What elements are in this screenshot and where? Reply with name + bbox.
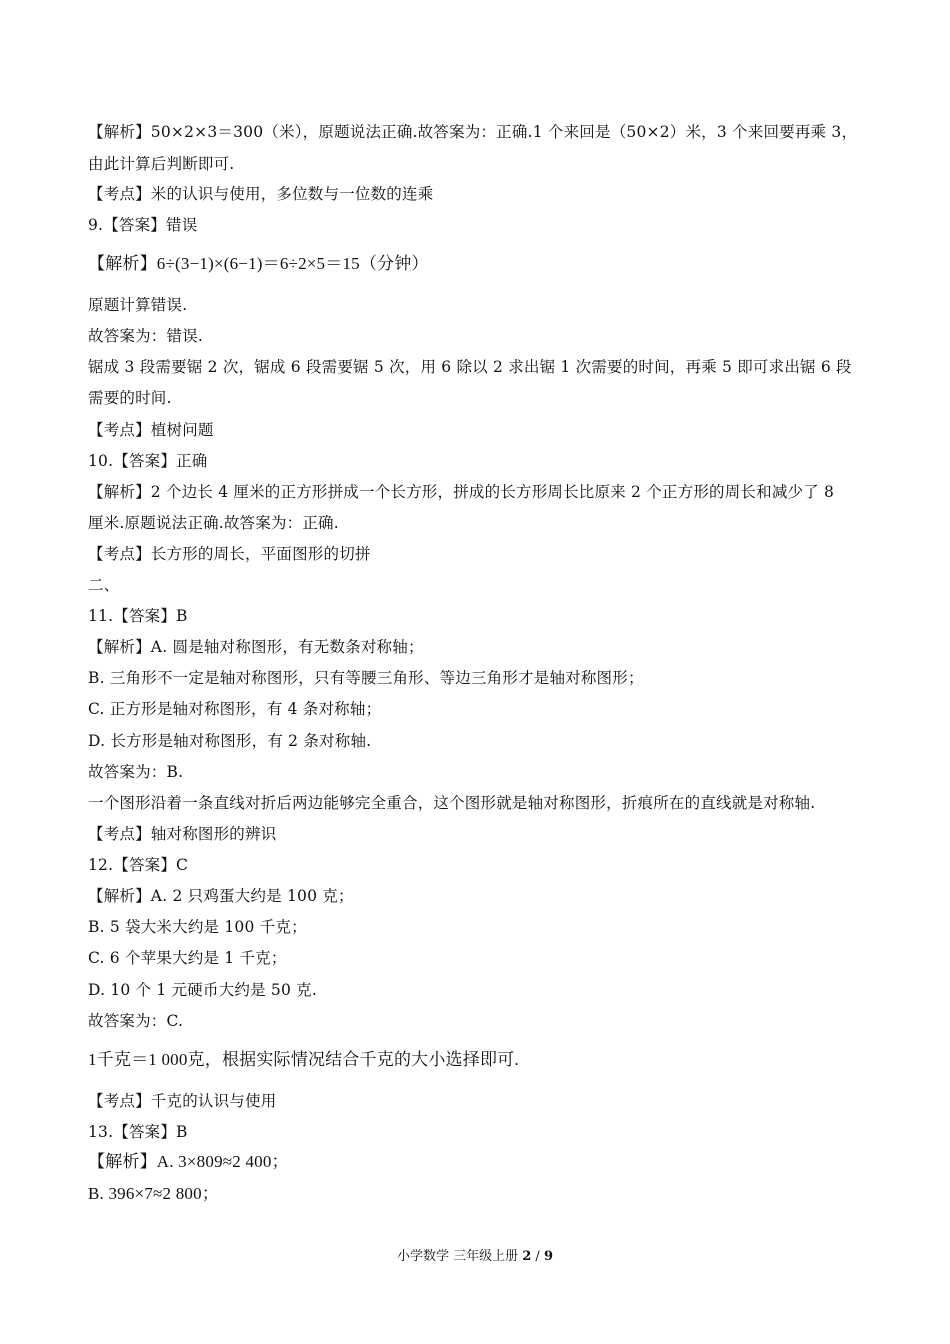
text-line: 【解析】50×2×3＝300（米），原题说法正确.故答案为：正确.1 个来回是（50×2）米，3 个来回要再乘 3， (88, 123, 858, 141)
answer-heading: 13.【答案】B (88, 1123, 188, 1141)
page-separator: / (531, 1249, 544, 1264)
text-line: D. 长方形是轴对称图形，有 2 条对称轴. (88, 732, 372, 750)
text-line: 一个图形沿着一条直线对折后两边能够完全重合，这个图形就是轴对称图形，折痕所在的直线就是对称轴. (88, 794, 816, 812)
text-line: 原题计算错误. (88, 296, 188, 314)
page-total: 9 (543, 1249, 553, 1264)
answer-heading: 9.【答案】错误 (88, 216, 198, 234)
text-line: 由此计算后判断即可. (88, 155, 235, 173)
formula-line: 【解析】A. 3×809≈2 400； (88, 1152, 289, 1171)
text-line: 【考点】长方形的周长，平面图形的切拼 (88, 545, 371, 563)
answer-heading: 10.【答案】正确 (88, 452, 208, 470)
text-line: 锯成 3 段需要锯 2 次，锯成 6 段需要锯 5 次，用 6 除以 2 求出锯 1 次需要的时间，再乘 5 即可求出锯 6 段 (88, 358, 852, 376)
text-line: B. 三角形不一定是轴对称图形，只有等腰三角形、等边三角形才是轴对称图形； (88, 669, 644, 687)
text-line: C. 6 个苹果大约是 1 千克； (88, 949, 287, 967)
page-footer (0, 1248, 950, 1266)
text-line: 【解析】A. 2 只鸡蛋大约是 100 克； (88, 887, 354, 905)
text-line: 【考点】千克的认识与使用 (88, 1092, 277, 1110)
footer-label: 小学数学 三年级上册 (396, 1249, 523, 1264)
text-line: 故答案为：错误. (88, 327, 204, 345)
text-line: 故答案为：C. (88, 1012, 184, 1030)
text-line: C. 正方形是轴对称图形，有 4 条对称轴； (88, 700, 382, 718)
text-line: 【解析】2 个边长 4 厘米的正方形拼成一个长方形，拼成的长方形周长比原来 2 个正方形的周长和减少了 8 (88, 483, 835, 501)
text-line: 【考点】米的认识与使用，多位数与一位数的连乘 (88, 185, 434, 203)
text-line: D. 10 个 1 元硬币大约是 50 克. (88, 981, 317, 999)
answer-heading: 11.【答案】B (88, 607, 188, 625)
section-heading: 二、 (88, 576, 120, 594)
formula-line: B. 396×7≈2 800； (88, 1184, 220, 1203)
text-line: 【解析】A. 圆是轴对称图形，有无数条对称轴； (88, 638, 424, 656)
text-line: 【考点】轴对称图形的辨识 (88, 825, 277, 843)
text-line: 需要的时间. (88, 389, 172, 407)
text-line: 【考点】植树问题 (88, 421, 214, 439)
text-line: 故答案为：B. (88, 763, 184, 781)
formula-line: 【解析】6÷(3−1)×(6−1)＝6÷2×5＝15（分钟） (88, 254, 429, 273)
text-line: 厘米.原题说法正确.故答案为：正确. (88, 514, 339, 532)
page-number: 2 (522, 1249, 532, 1264)
text-line: B. 5 袋大米大约是 100 千克； (88, 918, 307, 936)
formula-line: 1千克＝1 000克，根据实际情况结合千克的大小选择即可. (88, 1050, 519, 1069)
answer-heading: 12.【答案】C (88, 856, 189, 874)
